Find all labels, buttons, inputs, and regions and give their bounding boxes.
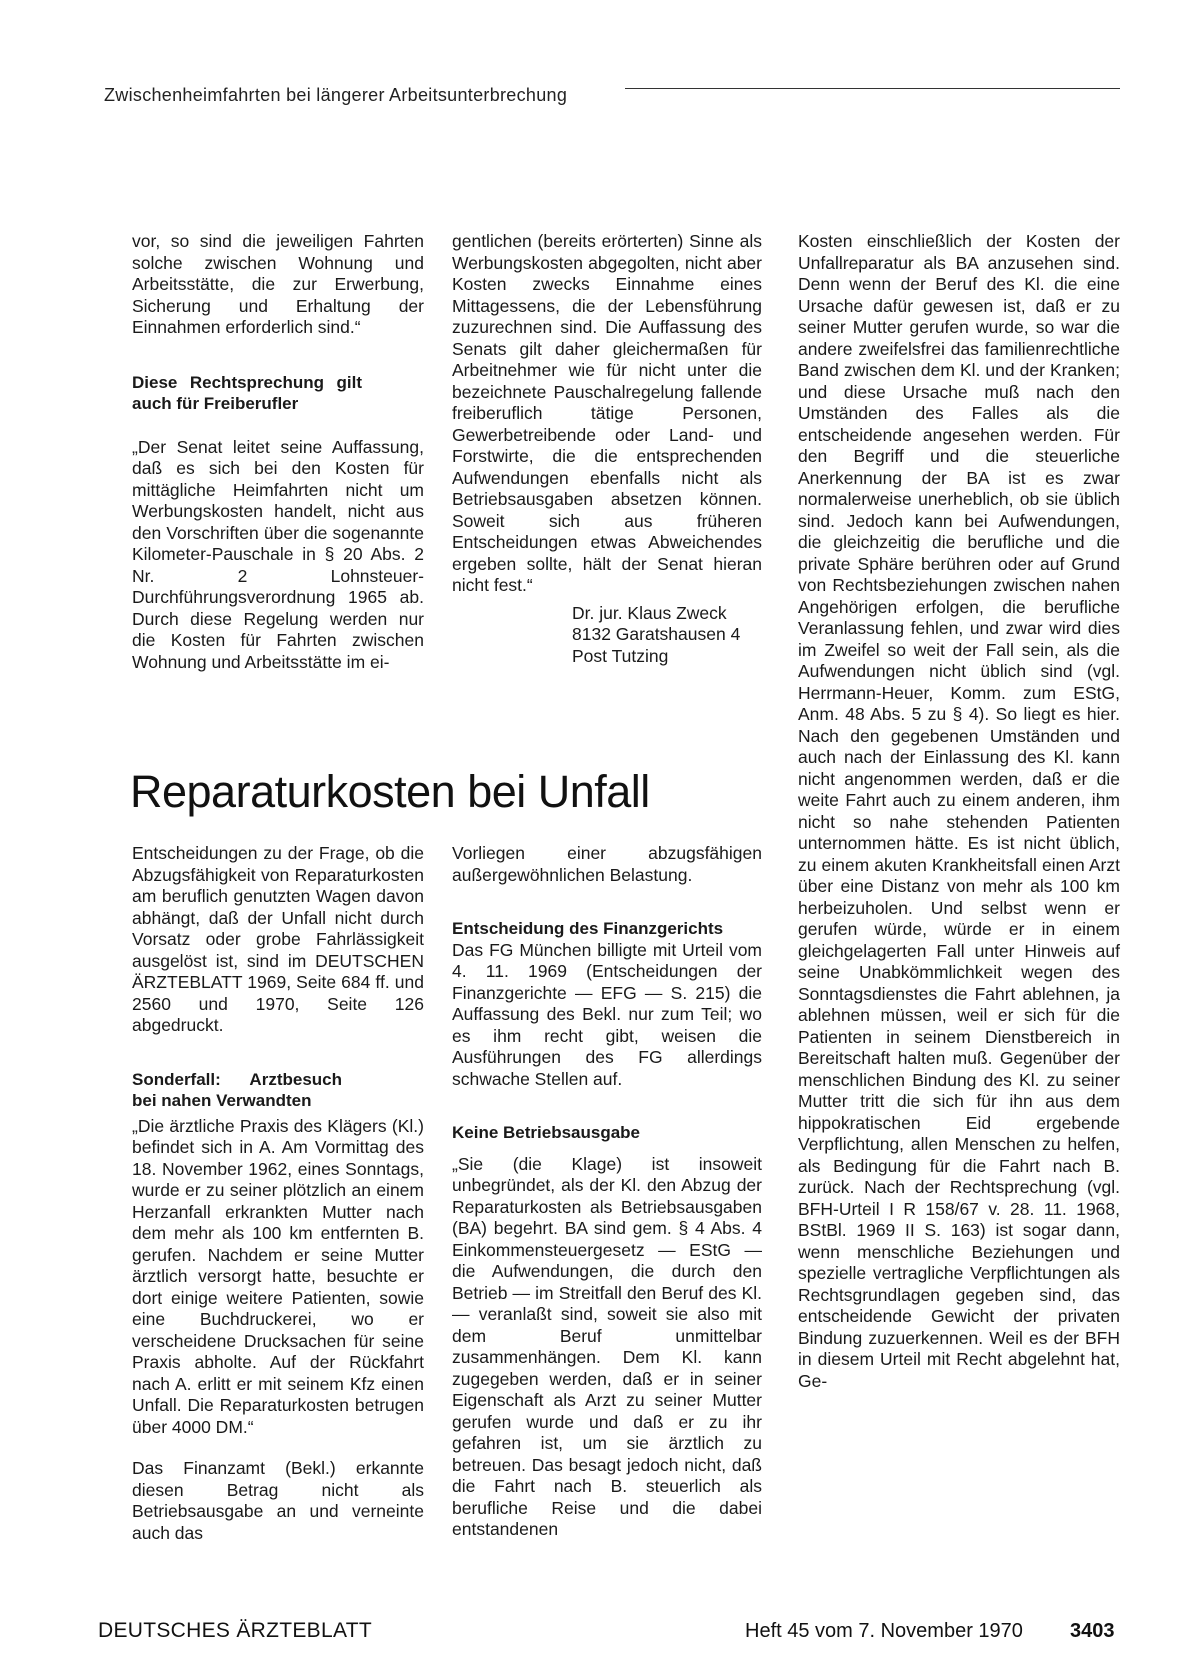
paragraph: Entscheidungen zu der Frage, ob die Abzugsfähigkeit von Reparaturkosten am beruflich genutzten Wagen davon abhängt, daß der Unfall nicht durch Vorsatz oder grobe Fahrlässigkeit ausgelöst ist, sind im DEUTSCHEN ÄRZTEBLATT 1969, Seite 684 ff. und 2560 und 1970, Seite 126 abgedruckt.: [132, 843, 424, 1035]
section-heading: Keine Betriebsausgabe: [452, 1123, 641, 1142]
paragraph: gentlichen (bereits erörterten) Sinne als Werbungskosten abgegolten, nicht aber Kosten zwecks Einnahme eines Mittagessens, die der Lebensführung zuzurechnen sind. Die Auffassung des Senats gilt daher gleichermaßen für Arbeitnehmer wie für nicht unter die bezeichnete Pauschalregelung fallende freiberuflich tätige Personen, Gewerbetreibende oder Land- und Forstwirte, die die entsprechenden Aufwendungen ebenfalls nicht als Betriebsausgaben absetzen können. Soweit sich aus früheren Entscheidungen etwas Abweichendes ergeben sollte, hält der Senat hieran nicht fest.“: [452, 231, 762, 595]
section-heading: Diese Rechtsprechung gilt auch für Freiberufler: [132, 372, 362, 413]
paragraph: Kosten einschließlich der Kosten der Unfallreparatur als BA anzusehen sind. Denn wenn der Beruf des Kl. die eine Ursache dafür gewesen ist, daß er zu seiner Mutter gerufen wurde, so war die andere zweifelsfrei das familienrechtliche Band zwischen dem Kl. und der Kranken; und diese Ursache muß nach den Umständen des Falles als die entscheidende angesehen werden. Für den Begriff und die steuerliche Anerkennung der BA ist es zwar normalerweise unerheblich, ob sie üblich sind. Jedoch kann bei Aufwendungen, die gleichzeitig die berufliche und die private Sphäre berühren oder auf Grund von Rechtsbeziehungen zwischen nahen Angehörigen erfolgen, die berufliche Veranlassung fehlen, und zwar wird dies im Zweifel so weit der Fall sein, als die Aufwendungen nicht üblich sind (vgl. Herrmann-Heuer, Komm. zum EStG, Anm. 48 Abs. 5 zu § 4). So liegt es hier. Nach den gegebenen Umständen und auch nach der Einlassung des Kl. kann nicht angenommen werden, daß er die weite Fahrt auch zu einem anderen, ihm nicht so nahe stehenden Patienten unternommen hätte. Es ist nicht üblich, zu einem akuten Krankheitsfall einen Arzt über eine Distanz von mehr als 100 km herbeizuholen. Und selbst wenn er gerufen würde, würde er in einem gleichgelagerten Fall unter Hinweis auf seine Unabkömmlichkeit wegen des Sonntagsdienstes die Fahrt ablehnen, ja ablehnen müssen, weil er sich für die Patienten in seinem Dienstbereich in Bereitschaft halten muß. Gegenüber der menschlichen Bindung des Kl. zu seiner Mutter tritt die sich für ihn aus dem hippokratischen Eid ergebende Verpflichtung, allen Menschen zu helfen, als Bedingung für die Fahrt nach B. zurück. Nach der Rechtsprechung (vgl. BFH-Urteil I R 158/67 v. 28. 11. 1968, BStBl. 1969 II S. 163) ist sogar dann, wenn menschliche Beziehungen und spezielle vertragliche Verpflichtungen als Rechtsgrundlagen gegeben sind, das entscheidende Gewicht der privaten Bindung zuzuerkennen. Weil es der BFH in diesem Urteil mit Recht abgelehnt hat, Ge-: [798, 231, 1120, 1391]
paragraph: vor, so sind die jeweiligen Fahrten solche zwischen Wohnung und Arbeitsstätte, die zur Erwerbung, Sicherung und Erhaltung der Einnahmen erforderlich sind.“: [132, 231, 424, 337]
author-signature: [452, 603, 762, 668]
article2-column-1: [132, 843, 424, 1544]
paragraph: Das Finanzamt (Bekl.) erkannte diesen Betrag nicht als Betriebsausgabe an und verneinte auch das: [132, 1458, 424, 1543]
paragraph: „Der Senat leitet seine Auffassung, daß es sich bei den Kosten für mittägliche Heimfahrten nicht um Werbungskosten handelt, nicht aus den Vorschriften über die sogenannte Kilometer-Pauschale in § 20 Abs. 2 Nr. 2 Lohnsteuer-Durchführungsverordnung 1965 ab. Durch diese Regelung werden nur die Kosten für Fahrten zwischen Wohnung und Arbeitsstätte im ei-: [132, 436, 424, 672]
paragraph: Das FG München billigte mit Urteil vom 4. 11. 1969 (Entscheidungen der Finanzgerichte — EFG — S. 215) die Auffassung des Bekl. nur zum Teil; wo es ihm recht gibt, weisen die Ausführungen des FG allerdings schwache Stellen auf.: [452, 939, 762, 1089]
author-address: 8132 Garatshausen 4: [572, 624, 741, 644]
footer-issue: Heft 45 vom 7. November 1970: [745, 1620, 1023, 1642]
article1-column-1: [132, 231, 424, 673]
section-heading: Entscheidung des Finanzgerichts: [452, 919, 724, 938]
running-head: Zwischenheimfahrten bei längerer Arbeitsunterbrechung: [104, 85, 568, 105]
article-title: Reparaturkosten bei Unfall: [130, 766, 650, 817]
author-name: Dr. jur. Klaus Zweck: [572, 602, 727, 623]
footer-journal: DEUTSCHES ÄRZTEBLATT: [98, 1619, 372, 1642]
header-rule: [625, 88, 1120, 89]
article1-column-2: [452, 231, 762, 667]
paragraph: „Sie (die Klage) ist insoweit unbegründet, als der Kl. den Abzug der Reparaturkosten als Betriebsausgaben (BA) begehrt. BA sind gem. § 4 Abs. 4 Einkommensteuergesetz — EStG — die Aufwendungen, die durch den Betrieb — im Streitfall den Beruf des Kl. — veranlaßt sind, soweit sie also mit dem Beruf unmittelbar zusammenhängen. Dem Kl. kann zugegeben werden, daß er in seiner Eigenschaft als Arzt zu seiner Mutter gerufen wurde und daß er zu ihr gefahren ist, um sie ärztlich zu betreuen. Das besagt jedoch nicht, daß die Fahrt nach B. steuerlich als berufliche Reise und die dabei entstandenen: [452, 1153, 762, 1539]
section-heading: Sonderfall: Arztbesuch bei nahen Verwandten: [132, 1069, 342, 1110]
paragraph: Vorliegen einer abzugsfähigen außergewöhnlichen Belastung.: [452, 843, 762, 885]
paragraph: „Die ärztliche Praxis des Klägers (Kl.) befindet sich in A. Am Vormittag des 18. November 1962, eines Sonntags, wurde er zu seiner plötzlich an einem Herzanfall erkrankten Mutter nach dem mehr als 100 km entfernten B. gerufen. Nachdem er seine Mutter ärztlich versorgt hatte, besuchte er dort einige weitere Patienten, sowie eine Buchdruckerei, wo er verscheidene Drucksachen für seine Praxis abholte. Auf der Rückfahrt nach A. erlitt er mit seinem Kfz einen Unfall. Die Reparaturkosten betrugen über 4000 DM.“: [132, 1115, 424, 1437]
article2-column-2: [452, 843, 762, 1541]
author-post: Post Tutzing: [572, 645, 669, 666]
page-number: 3403: [1070, 1620, 1115, 1642]
article2-column-3: [798, 231, 1120, 1392]
